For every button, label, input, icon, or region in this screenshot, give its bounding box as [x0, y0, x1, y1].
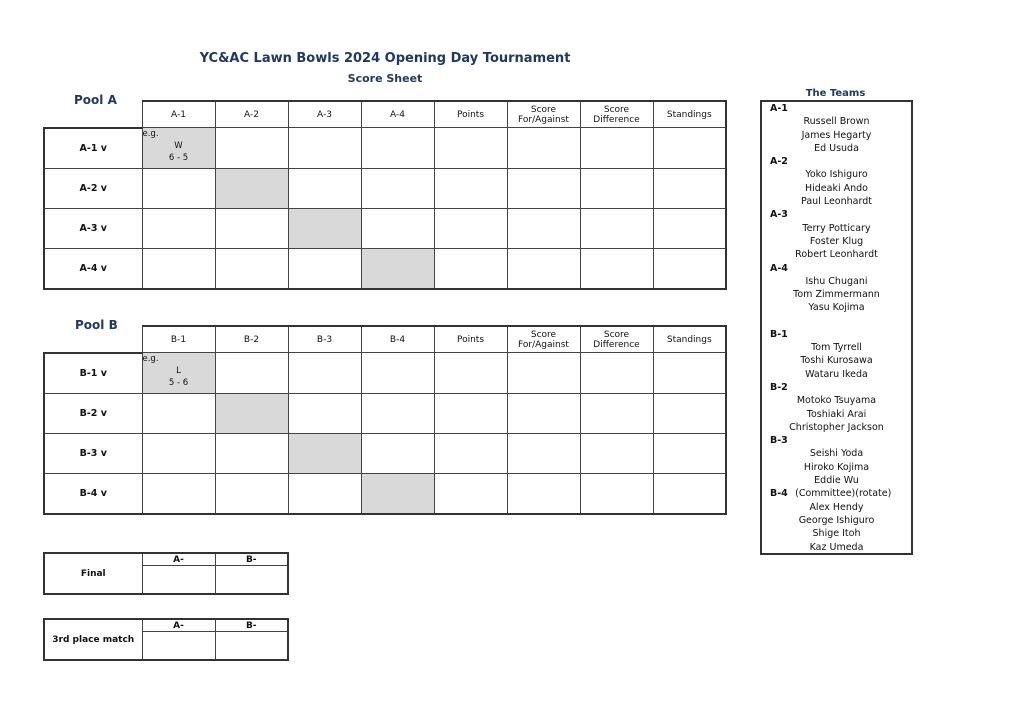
third-place-table — [43, 618, 289, 661]
row-label: A-4 v — [44, 248, 142, 289]
score-cell[interactable] — [507, 433, 580, 473]
blocked-cell — [361, 473, 434, 514]
row-label: B-1 v — [44, 353, 142, 394]
team-member: Wataru Ikeda — [805, 368, 868, 380]
blocked-cell — [215, 393, 288, 433]
score-cell[interactable] — [215, 473, 288, 514]
score-cell[interactable] — [361, 433, 434, 473]
score-cell[interactable] — [434, 473, 507, 514]
team-member: Robert Leonhardt — [795, 249, 878, 261]
team-member: Toshiaki Arai — [806, 408, 867, 420]
score-cell[interactable] — [288, 248, 361, 289]
score-cell[interactable] — [653, 393, 726, 433]
score-cell[interactable] — [142, 473, 215, 514]
column-header: Score For/Against — [507, 326, 580, 353]
example-result: W — [174, 141, 183, 151]
final-a-cell[interactable] — [142, 566, 215, 595]
page-subtitle: Score Sheet — [347, 72, 423, 85]
teams-title: The Teams — [805, 88, 866, 99]
example-label: e.g. — [142, 129, 159, 139]
score-cell[interactable] — [653, 473, 726, 514]
score-cell[interactable] — [507, 248, 580, 289]
row-label: B-3 v — [44, 433, 142, 473]
score-cell[interactable] — [434, 168, 507, 208]
table-row — [44, 168, 726, 208]
table-row — [44, 473, 726, 514]
team-member: Ed Usuda — [814, 142, 859, 154]
column-header: B-4 — [361, 326, 434, 353]
final-label: Final — [44, 553, 142, 594]
third-b-header: B- — [215, 619, 288, 632]
score-cell[interactable] — [361, 353, 434, 394]
table-row — [44, 248, 726, 289]
score-cell[interactable] — [507, 393, 580, 433]
score-cell[interactable] — [653, 208, 726, 248]
score-cell[interactable] — [580, 168, 653, 208]
table-row — [44, 128, 726, 169]
score-cell[interactable] — [580, 248, 653, 289]
column-header: A-3 — [288, 101, 361, 128]
score-cell[interactable] — [361, 168, 434, 208]
team-member: Alex Hendy — [809, 501, 864, 513]
row-label: A-3 v — [44, 208, 142, 248]
score-cell[interactable] — [215, 208, 288, 248]
score-cell[interactable] — [215, 353, 288, 394]
team-member: Shige Itoh — [812, 528, 861, 540]
team-member: Hideaki Ando — [804, 182, 868, 194]
score-cell[interactable] — [288, 128, 361, 169]
column-header: Score Difference — [580, 101, 653, 128]
score-cell[interactable] — [507, 353, 580, 394]
blocked-cell — [288, 433, 361, 473]
table-row — [44, 393, 726, 433]
score-cell[interactable] — [580, 473, 653, 514]
table-row — [44, 353, 726, 394]
score-cell[interactable] — [142, 393, 215, 433]
team-key: B-1 — [770, 328, 788, 340]
team-key: A-1 — [770, 103, 788, 114]
third-b-cell[interactable] — [215, 632, 288, 661]
score-cell[interactable] — [434, 208, 507, 248]
score-cell[interactable] — [361, 393, 434, 433]
score-cell[interactable] — [142, 433, 215, 473]
team-member: Yoko Ishiguro — [805, 169, 868, 181]
third-a-cell[interactable] — [142, 632, 215, 661]
team-member: Kaz Umeda — [809, 541, 864, 553]
example-score: 5 - 6 — [168, 378, 189, 388]
final-table — [43, 552, 289, 595]
column-header: Standings — [653, 101, 726, 128]
score-cell[interactable] — [653, 248, 726, 289]
score-cell[interactable] — [507, 473, 580, 514]
score-cell[interactable] — [434, 128, 507, 169]
teams-list — [760, 100, 913, 555]
row-label: B-4 v — [44, 473, 142, 514]
column-header: A-4 — [361, 101, 434, 128]
pool-b-label: Pool B — [75, 318, 118, 332]
team-member: Russell Brown — [803, 116, 870, 128]
example-score: 6 - 5 — [168, 153, 189, 163]
score-cell[interactable] — [215, 433, 288, 473]
row-label: B-2 v — [44, 393, 142, 433]
example-cell — [142, 128, 215, 169]
example-result: L — [176, 366, 181, 376]
score-cell[interactable] — [653, 128, 726, 169]
team-member: Tom Zimmermann — [793, 289, 880, 301]
team-key: A-4 — [770, 262, 788, 274]
table-row — [44, 433, 726, 473]
blocked-cell — [288, 208, 361, 248]
team-key: B-3 — [770, 435, 788, 447]
team-member: Terry Potticary — [802, 222, 871, 234]
team-member: Christopher Jackson — [789, 421, 884, 433]
score-cell[interactable] — [288, 473, 361, 514]
score-cell[interactable] — [361, 208, 434, 248]
team-key: A-2 — [770, 156, 788, 168]
score-cell[interactable] — [142, 248, 215, 289]
score-cell[interactable] — [142, 208, 215, 248]
score-cell[interactable] — [580, 353, 653, 394]
column-header: B-3 — [288, 326, 361, 353]
blocked-cell — [215, 168, 288, 208]
score-cell[interactable] — [580, 128, 653, 169]
team-member: Tom Tyrrell — [811, 342, 862, 354]
column-header: Points — [434, 326, 507, 353]
score-cell[interactable] — [653, 433, 726, 473]
corner-cell — [44, 326, 142, 353]
team-member: Yasu Kojima — [808, 302, 865, 314]
score-cell[interactable] — [434, 248, 507, 289]
example-label: e.g. — [142, 354, 159, 364]
table-row — [44, 208, 726, 248]
blocked-cell — [361, 248, 434, 289]
team-key: B-2 — [770, 381, 788, 393]
score-cell[interactable] — [288, 393, 361, 433]
team-member: Seishi Yoda — [809, 448, 864, 460]
row-label: A-1 v — [44, 128, 142, 169]
pool-a-table — [43, 100, 727, 290]
team-key: B-4 (Committee)(rotate) — [770, 488, 892, 500]
team-key: A-3 — [770, 209, 788, 221]
team-member: Hiroko Kojima — [803, 461, 870, 473]
score-cell[interactable] — [507, 128, 580, 169]
final-b-cell[interactable] — [215, 566, 288, 595]
score-cell[interactable] — [215, 248, 288, 289]
row-label: A-2 v — [44, 168, 142, 208]
final-a-header: A- — [142, 553, 215, 566]
score-cell[interactable] — [653, 168, 726, 208]
pool-b-table — [43, 325, 727, 515]
team-member: Motoko Tsuyama — [796, 395, 877, 407]
score-cell[interactable] — [580, 433, 653, 473]
third-a-header: A- — [142, 619, 215, 632]
score-cell[interactable] — [215, 128, 288, 169]
team-member: Paul Leonhardt — [801, 196, 872, 208]
column-header: Score For/Against — [507, 101, 580, 128]
page-title: YC&AC Lawn Bowls 2024 Opening Day Tournament — [199, 51, 571, 66]
score-cell[interactable] — [434, 393, 507, 433]
score-cell[interactable] — [288, 353, 361, 394]
team-member: Toshi Kurosawa — [800, 355, 873, 367]
score-cell[interactable] — [580, 393, 653, 433]
score-cell[interactable] — [142, 168, 215, 208]
team-member: Ishu Chugani — [805, 275, 868, 287]
score-cell[interactable] — [361, 128, 434, 169]
column-header: B-1 — [142, 326, 215, 353]
team-note: (Committee)(rotate) — [795, 488, 892, 500]
score-cell[interactable] — [434, 353, 507, 394]
team-member: Foster Klug — [809, 235, 864, 247]
score-cell[interactable] — [434, 433, 507, 473]
score-cell[interactable] — [288, 168, 361, 208]
column-header: B-2 — [215, 326, 288, 353]
score-cell[interactable] — [653, 353, 726, 394]
column-header: Standings — [653, 326, 726, 353]
column-header: Points — [434, 101, 507, 128]
score-cell[interactable] — [507, 208, 580, 248]
final-b-header: B- — [215, 553, 288, 566]
column-header: Score Difference — [580, 326, 653, 353]
team-member: James Hegarty — [801, 129, 872, 141]
column-header: A-2 — [215, 101, 288, 128]
score-cell[interactable] — [580, 208, 653, 248]
team-member: George Ishiguro — [798, 514, 875, 526]
score-cell[interactable] — [507, 168, 580, 208]
team-member: Eddie Wu — [814, 475, 859, 487]
third-label: 3rd place match — [44, 619, 142, 660]
example-cell — [142, 353, 215, 394]
column-header: A-1 — [142, 101, 215, 128]
pool-a-label: Pool A — [74, 93, 117, 107]
corner-cell — [44, 101, 142, 128]
